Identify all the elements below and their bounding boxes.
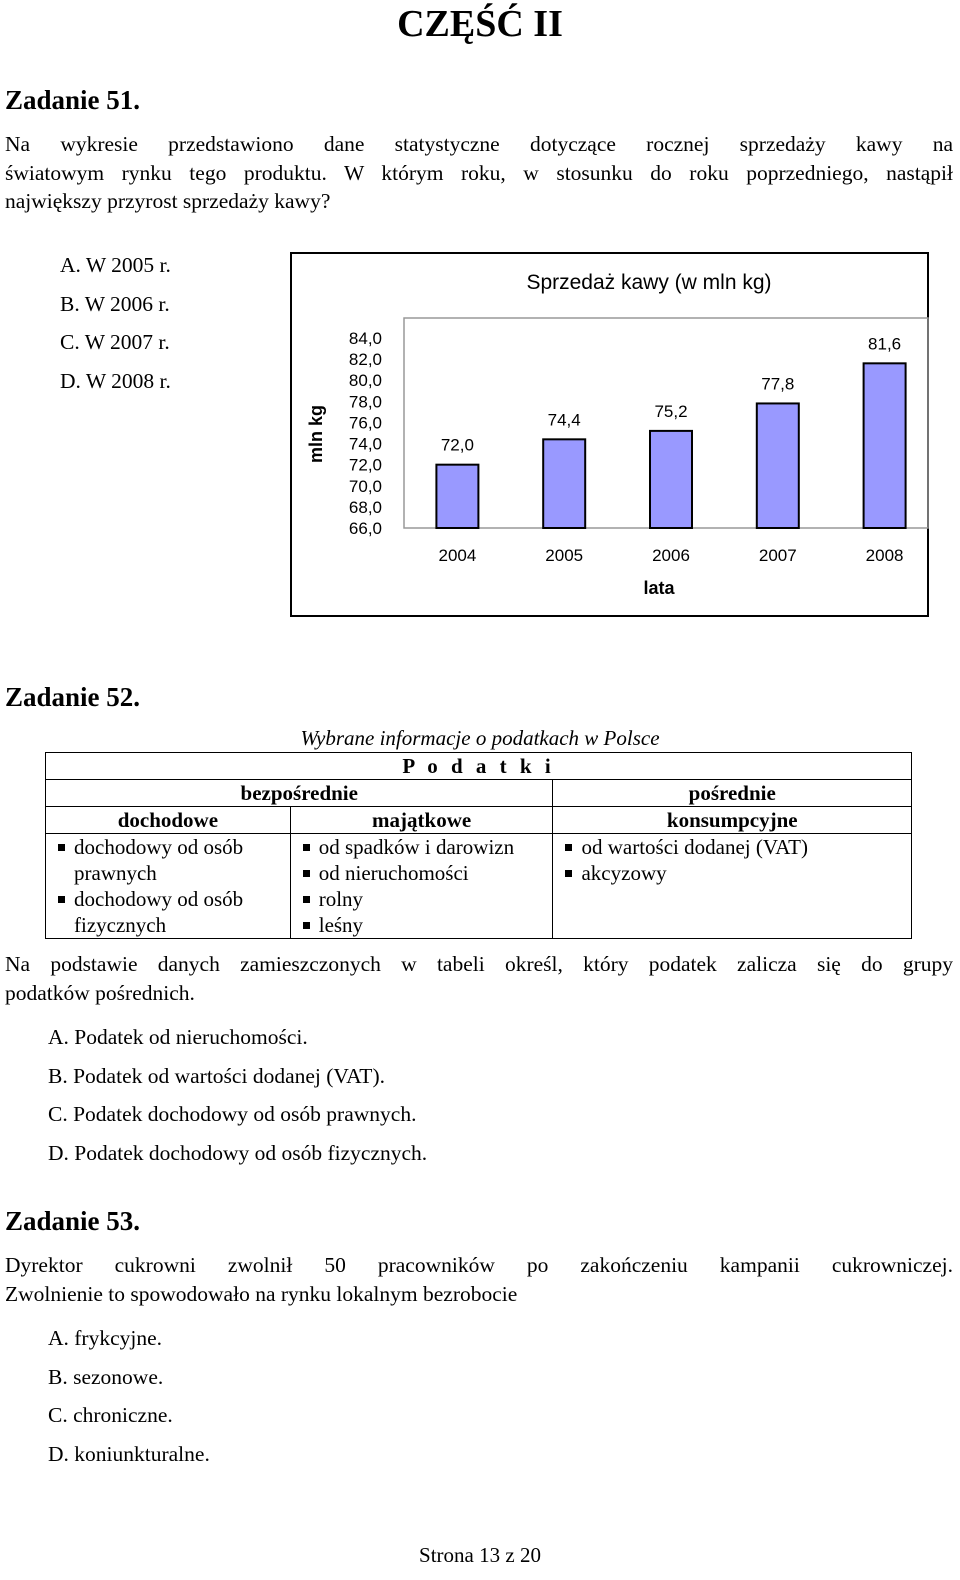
chart-canvas	[292, 254, 931, 619]
task-53-question	[5, 1251, 953, 1308]
x-tick-label: 2007	[758, 546, 797, 565]
y-tick-label: 78,0	[348, 392, 382, 412]
x-tick-label: 2004	[438, 546, 477, 565]
list-item: od wartości dodanej (VAT)	[561, 834, 911, 860]
y-tick-label: 80,0	[348, 371, 382, 391]
bars	[436, 334, 905, 528]
consumption-taxes-header: konsumpcyjne	[553, 807, 912, 834]
chart-title: Sprzedaż kawy (w mln kg)	[526, 271, 772, 294]
task-51-options	[60, 246, 171, 400]
bar-2004	[436, 465, 478, 528]
option-d[interactable]: D. Podatek dochodowy od osób fizycznych.	[48, 1140, 428, 1165]
data-label: 72,0	[440, 435, 474, 455]
part-title: CZĘŚĆ II	[397, 3, 563, 45]
income-taxes-cell	[46, 834, 291, 939]
question-line: Dyrektor cukrowni zwolnił 50 pracowników po zakończeniu kampanii cukrowniczej.	[5, 1253, 953, 1277]
question-line: Zwolnienie to spowodowało na rynku lokalnym bezrobocie	[5, 1281, 518, 1306]
income-taxes-header: dochodowe	[46, 807, 291, 834]
taxes-header: P o d a t k i	[46, 753, 912, 780]
page-footer: Strona 13 z 20	[419, 1543, 541, 1567]
property-taxes-cell	[290, 834, 553, 939]
y-tick-label: 68,0	[348, 497, 382, 517]
list-item: akcyzowy	[561, 860, 911, 886]
option-b[interactable]: B. Podatek od wartości dodanej (VAT).	[48, 1063, 385, 1088]
data-label: 77,8	[761, 374, 795, 394]
list-item: od spadków i darowizn	[299, 834, 553, 860]
tax-table	[45, 752, 912, 939]
data-label: 81,6	[868, 334, 902, 354]
option-b[interactable]: B. sezonowe.	[48, 1364, 164, 1389]
option-a[interactable]: A. W 2005 r.	[60, 253, 171, 277]
y-tick-label: 76,0	[348, 413, 382, 433]
list-item: dochodowy od osób prawnych	[54, 834, 290, 886]
x-axis-label: lata	[643, 578, 675, 598]
list-item: dochodowy od osób fizycznych	[54, 886, 290, 938]
option-a[interactable]: A. Podatek od nieruchomości.	[48, 1025, 308, 1049]
y-tick-label: 72,0	[348, 455, 382, 475]
question-line: podatków pośrednich.	[5, 980, 195, 1005]
indirect-taxes-header: pośrednie	[553, 780, 912, 807]
question-line: Na podstawie danych zamieszczonych w tabeli określ, który podatek zalicza się do grupy	[5, 952, 953, 976]
option-c[interactable]: C. Podatek dochodowy od osób prawnych.	[48, 1102, 417, 1126]
task-53-options	[48, 1319, 210, 1473]
y-tick-label: 82,0	[348, 350, 382, 370]
task-52-question	[5, 950, 953, 1007]
task-51-question	[5, 130, 953, 216]
table-caption: Wybrane informacje o podatkach w Polsce	[300, 726, 660, 750]
bar-2008	[864, 363, 906, 528]
bar-2007	[757, 403, 799, 528]
data-label: 74,4	[547, 410, 581, 430]
data-label: 75,2	[654, 401, 688, 421]
task-53-heading: Zadanie 53.	[5, 1206, 141, 1236]
x-tick-labels	[438, 546, 903, 565]
x-tick-label: 2006	[652, 546, 690, 565]
list-item: od nieruchomości	[299, 860, 553, 886]
y-tick-label: 74,0	[348, 434, 382, 454]
y-tick-label: 70,0	[348, 476, 382, 496]
option-a[interactable]: A. frykcyjne.	[48, 1326, 163, 1350]
y-tick-labels	[349, 329, 382, 538]
option-d[interactable]: D. koniunkturalne.	[48, 1441, 210, 1466]
option-c[interactable]: C. chroniczne.	[48, 1403, 173, 1427]
list-item: leśny	[299, 912, 553, 938]
task-52-options	[48, 1018, 427, 1172]
option-b[interactable]: B. W 2006 r.	[60, 291, 170, 316]
coffee-sales-chart	[290, 252, 929, 617]
bar-2005	[543, 439, 585, 528]
list-item: rolny	[299, 886, 553, 912]
task-52-heading: Zadanie 52.	[5, 682, 141, 712]
direct-taxes-header: bezpośrednie	[46, 780, 553, 807]
question-line: Na wykresie przedstawiono dane statystyczne dotyczące rocznej sprzedaży kawy na	[5, 132, 953, 156]
question-line: największy przyrost sprzedaży kawy?	[5, 189, 331, 213]
property-taxes-header: majątkowe	[290, 807, 553, 834]
y-axis-label: mln kg	[306, 404, 326, 464]
option-c[interactable]: C. W 2007 r.	[60, 330, 170, 354]
bar-2006	[650, 431, 692, 528]
y-tick-label: 66,0	[348, 519, 382, 538]
y-tick-label: 84,0	[348, 329, 382, 348]
option-d[interactable]: D. W 2008 r.	[60, 368, 171, 393]
question-line: światowym rynku tego produktu. W którym roku, w stosunku do roku poprzedniego, nastąpił	[5, 160, 953, 185]
consumption-taxes-cell	[553, 834, 912, 939]
task-51-heading: Zadanie 51.	[5, 85, 141, 115]
x-tick-label: 2005	[545, 546, 584, 565]
x-tick-label: 2008	[865, 546, 904, 565]
